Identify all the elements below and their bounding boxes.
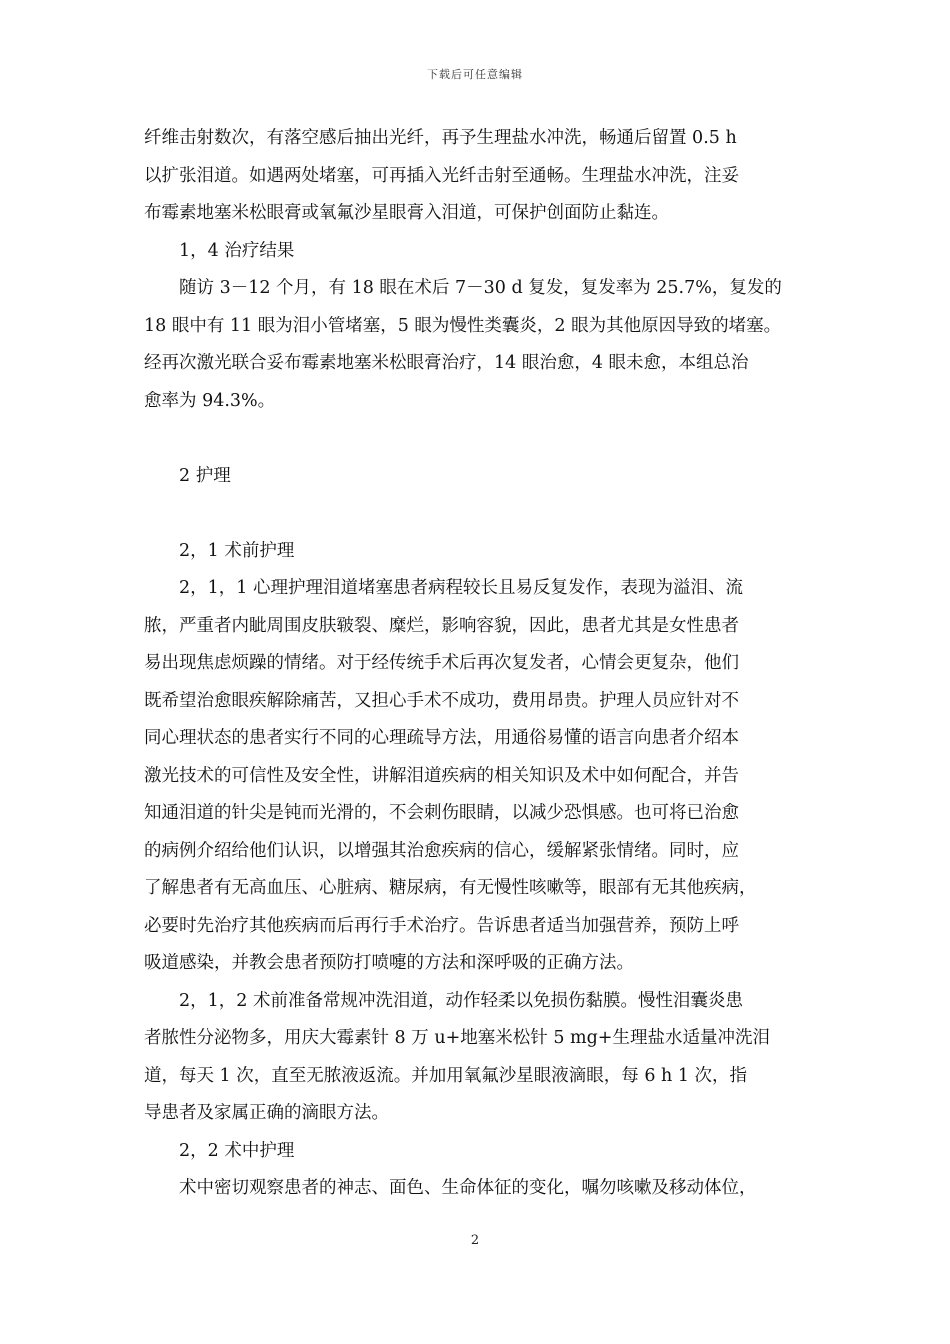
text-line: 以扩张泪道。如遇两处堵塞，可再插入光纤击射至通畅。生理盐水冲洗，注妥 bbox=[144, 165, 739, 186]
text-line: 术中密切观察患者的神志、面色、生命体征的变化，嘱勿咳嗽及移动体位， bbox=[179, 1178, 757, 1198]
blank-line bbox=[144, 420, 810, 458]
section-heading-preoperative-nursing: 2，1 术前护理 bbox=[179, 540, 295, 561]
text-line: 道，每天 1 次，直至无脓液返流。并加用氧氟沙星眼液滴眼，每 6 h 1 次，指 bbox=[144, 1065, 748, 1086]
paragraph-psychological-nursing bbox=[144, 570, 810, 983]
text-line: 18 眼中有 11 眼为泪小管堵塞，5 眼为慢性类囊炎，2 眼为其他原因导致的堵塞。 bbox=[144, 315, 782, 336]
text-line: 脓，严重者内眦周围皮肤皲裂、糜烂，影响容貌，因此，患者尤其是女性患者 bbox=[144, 615, 739, 636]
text-line: 的病例介绍给他们认识，以增强其治愈疾病的信心，缓解紧张情绪。同时，应 bbox=[144, 840, 739, 861]
section-heading-intraoperative-nursing: 2，2 术中护理 bbox=[179, 1140, 295, 1161]
text-line: 知通泪道的针尖是钝而光滑的，不会刺伤眼睛，以减少恐惧感。也可将已治愈 bbox=[144, 803, 739, 823]
text-line: 吸道感染，并教会患者预防打喷嚏的方法和深呼吸的正确方法。 bbox=[144, 953, 634, 973]
text-line: 布霉素地塞米松眼膏或氧氟沙星眼膏入泪道，可保护创面防止黏连。 bbox=[144, 203, 669, 223]
text-line: 激光技术的可信性及安全性，讲解泪道疾病的相关知识及术中如何配合，并告 bbox=[144, 765, 739, 786]
text-line: 纤维击射数次，有落空感后抽出光纤，再予生理盐水冲洗，畅通后留置 0.5 h bbox=[144, 128, 737, 148]
text-line: 者脓性分泌物多，用庆大霉素针 8 万 u+地塞米松针 5 mg+生理盐水适量冲洗泪 bbox=[144, 1028, 770, 1048]
paragraph-preoperative-preparation bbox=[144, 983, 810, 1133]
text-line: 随访 3－12 个月，有 18 眼在术后 7－30 d 复发，复发率为 25.7%，复发的 bbox=[179, 278, 782, 298]
text-line: 愈率为 94.3%。 bbox=[144, 390, 276, 411]
text-line: 既希望治愈眼疾解除痛苦，又担心手术不成功，费用昂贵。护理人员应针对不 bbox=[144, 690, 739, 711]
page-header: 下载后可任意编辑 bbox=[427, 68, 523, 81]
text-line: 2，1，1 心理护理泪道堵塞患者病程较长且易反复发作，表现为溢泪、流 bbox=[179, 578, 743, 598]
text-line: 经再次激光联合妥布霉素地塞米松眼膏治疗，14 眼治愈，4 眼未愈，本组总治 bbox=[144, 353, 749, 373]
paragraph-procedure-end bbox=[144, 120, 810, 233]
document-body bbox=[144, 120, 810, 1208]
paragraph-intraoperative-nursing bbox=[144, 1170, 810, 1208]
section-heading-nursing: 2 护理 bbox=[179, 465, 231, 486]
text-line: 了解患者有无高血压、心脏病、糖尿病，有无慢性咳嗽等，眼部有无其他疾病， bbox=[144, 878, 757, 898]
text-line: 导患者及家属正确的滴眼方法。 bbox=[144, 1103, 389, 1123]
blank-line bbox=[144, 495, 810, 533]
paragraph-treatment-results bbox=[144, 270, 810, 420]
text-line: 同心理状态的患者实行不同的心理疏导方法，用通俗易懂的语言向患者介绍本 bbox=[144, 728, 739, 748]
text-line: 必要时先治疗其他疾病而后再行手术治疗。告诉患者适当加强营养，预防上呼 bbox=[144, 915, 739, 936]
text-line: 易出现焦虑烦躁的情绪。对于经传统手术后再次复发者，心情会更复杂，他们 bbox=[144, 653, 739, 673]
section-heading-treatment-results: 1，4 治疗结果 bbox=[179, 240, 295, 261]
text-line: 2，1，2 术前准备常规冲洗泪道，动作轻柔以免损伤黏膜。慢性泪囊炎患 bbox=[179, 990, 743, 1011]
page-number: 2 bbox=[470, 1233, 480, 1248]
